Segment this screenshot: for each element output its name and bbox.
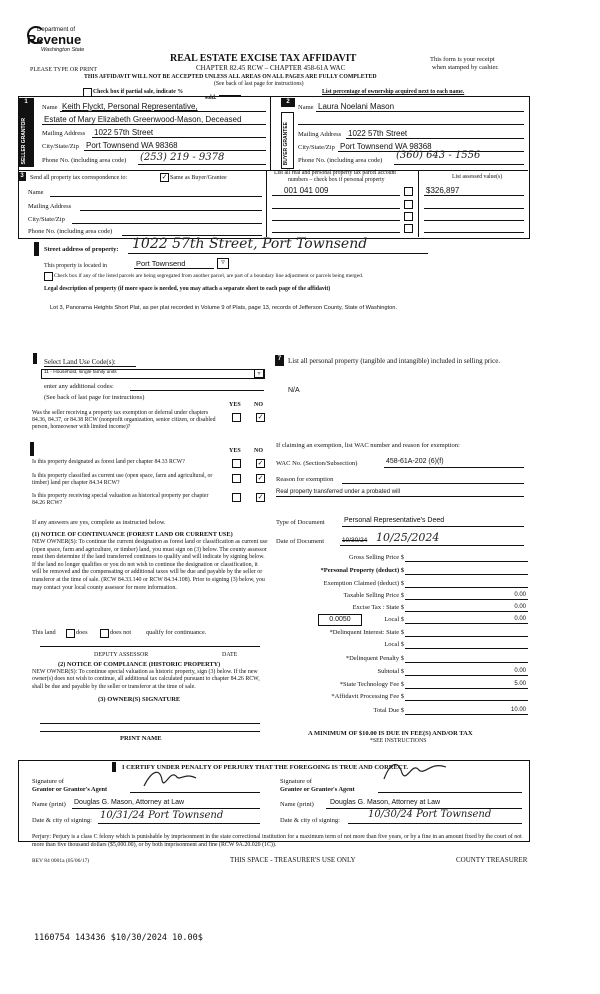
print-name-label: PRINT NAME bbox=[120, 735, 162, 742]
grantee-date-line bbox=[348, 823, 522, 824]
corr-name-label: Name bbox=[28, 189, 44, 196]
section-8-badge bbox=[112, 762, 116, 772]
section-7-badge: 7 bbox=[275, 355, 284, 366]
buyer-mailing[interactable]: 1022 57th Street bbox=[348, 129, 408, 138]
section-1-badge: 1 bbox=[18, 98, 34, 107]
parcel-header-1: List all real and personal property tax parcel account bbox=[274, 170, 397, 176]
seller-phone-label: Phone No. (including area code) bbox=[42, 157, 127, 164]
seller-name[interactable]: Keith Flyckt, Personal Representative, bbox=[62, 102, 198, 111]
grantor-sig-label-2: Grantor or Grantor's Agent bbox=[32, 786, 108, 793]
segregated-label: Check box if any of the listed parcels are being segregated from another parcel, are part of a boundary line adjustment or parcels being merged. bbox=[54, 273, 364, 279]
grantee-name[interactable]: Douglas G. Mason, Attorney at Law bbox=[330, 799, 441, 806]
grantee-date-label: Date & city of signing: bbox=[280, 817, 340, 824]
calc-line-excise-state bbox=[405, 611, 528, 612]
form-title: REAL ESTATE EXCISE TAX AFFIDAVIT bbox=[170, 53, 357, 64]
dor-logo bbox=[27, 24, 102, 58]
calc-value-tech-fee[interactable]: 5.00 bbox=[514, 681, 526, 687]
section-5-badge bbox=[33, 353, 37, 364]
calc-label-processing-fee: *Affidavit Processing Fee $ bbox=[331, 693, 404, 700]
corr-divider-v bbox=[266, 170, 267, 237]
does-not-label: does not bbox=[110, 629, 132, 636]
wac-label: WAC No. (Section/Subsection) bbox=[276, 460, 358, 467]
personal-property-checkbox-4[interactable] bbox=[404, 224, 413, 233]
calc-label-excise-local: Local $ bbox=[384, 616, 404, 623]
receipt-note-2: when stamped by cashier. bbox=[432, 64, 499, 71]
current-use-yes-checkbox[interactable] bbox=[232, 474, 241, 483]
grantor-name-line bbox=[72, 808, 260, 809]
this-land-label: This land bbox=[32, 629, 56, 636]
cashier-stamp: 1160754 143436 $10/30/2024 10.00$ bbox=[34, 933, 203, 943]
print-name-line bbox=[40, 731, 260, 732]
value-line-4 bbox=[424, 232, 524, 233]
calc-label-delinquent-state: *Delinquent Interest: State $ bbox=[329, 629, 404, 636]
corr-city-label: City/State/Zip bbox=[28, 216, 65, 223]
form-number: REV 84 0001a (05/06/17) bbox=[32, 858, 90, 864]
correspondence-label: Send all property tax correspondence to: bbox=[30, 175, 128, 181]
buyer-phone-label: Phone No. (including area code) bbox=[298, 157, 383, 164]
exemption-question: Was the seller receiving a property tax exemption or deferral under chapters 84.36, 84.37, or 84.38 RCW (nonprofit organization, senior citizen, or disabled person, homeowner with limited income)? bbox=[32, 410, 216, 431]
segregated-checkbox[interactable] bbox=[44, 272, 53, 281]
reason-value[interactable]: Real property transferred under a probated will bbox=[276, 489, 401, 495]
deputy-line bbox=[40, 646, 260, 647]
grantor-date-label: Date & city of signing: bbox=[32, 817, 92, 824]
grantor-date[interactable]: 10/31/24 Port Townsend bbox=[100, 810, 224, 821]
legal-description-label: Legal description of property (if more space is needed, you may attach a separate sheet to each page of the affidavit) bbox=[44, 286, 331, 292]
historic-yes-checkbox[interactable] bbox=[232, 493, 241, 502]
deputy-label: DEPUTY ASSESSOR bbox=[94, 652, 149, 658]
calc-value-excise-state[interactable]: 0.00 bbox=[514, 604, 526, 610]
grantor-date-line bbox=[98, 823, 260, 824]
minimum-notice: A MINIMUM OF $10.00 IS DUE IN FEE(S) AND/OR TAX bbox=[308, 730, 473, 737]
assessed-value-1[interactable]: $326,897 bbox=[426, 186, 460, 195]
corr-city-line bbox=[72, 223, 262, 224]
calc-line-gross bbox=[405, 561, 528, 562]
calc-label-delinquent-local: Local $ bbox=[384, 641, 404, 648]
buyer-phone-line bbox=[394, 164, 524, 165]
calc-line-exemption bbox=[405, 587, 528, 588]
yes-header-2: YES bbox=[229, 448, 241, 454]
calc-label-personal: *Personal Property (deduct) $ bbox=[320, 567, 404, 574]
buyer-name2-line bbox=[298, 124, 524, 125]
assessed-header: List assessed value(s) bbox=[452, 174, 503, 180]
continuance-title: (1) NOTICE OF CONTINUANCE (FOREST LAND OR CURRENT USE) bbox=[32, 531, 233, 538]
personal-property-checkbox-2[interactable] bbox=[404, 200, 413, 209]
land-use-dropdown-icon[interactable]: ▿ bbox=[254, 369, 264, 378]
please-type: PLEASE TYPE OR PRINT bbox=[30, 67, 98, 73]
receipt-note-1: This form is your receipt bbox=[430, 56, 495, 63]
calc-line-excise-local bbox=[405, 623, 528, 624]
buyer-city-label: City/State/Zip bbox=[298, 144, 335, 151]
corr-mailing-label: Mailing Address bbox=[28, 203, 72, 210]
calc-line-delinquent-penalty bbox=[405, 662, 528, 663]
buyer-phone[interactable]: (360) 643 - 1556 bbox=[396, 150, 481, 161]
street-address-label: Street address of property: bbox=[44, 246, 119, 253]
personal-property-value[interactable]: N/A bbox=[288, 387, 300, 394]
doc-type-label: Type of Document bbox=[276, 519, 325, 526]
same-as-buyer-checkbox[interactable]: ✓ bbox=[161, 173, 168, 181]
seller-mailing[interactable]: 1022 57th Street bbox=[94, 128, 154, 137]
buyer-name[interactable]: Laura Noelani Mason bbox=[318, 102, 395, 111]
parcel-line-1 bbox=[272, 195, 400, 196]
section-4-badge bbox=[34, 242, 39, 256]
land-use-see-back: (See back of last page for instructions) bbox=[44, 394, 145, 401]
owner-sig-line bbox=[40, 723, 260, 724]
seller-mailing-label: Mailing Address bbox=[42, 130, 86, 137]
calc-line-subtotal bbox=[405, 675, 528, 676]
logo-state: Washington State bbox=[41, 47, 85, 53]
doc-date-value[interactable]: 10/25/2024 bbox=[376, 531, 440, 544]
grantee-date[interactable]: 10/30/24 Port Townsend bbox=[368, 809, 492, 820]
seller-city[interactable]: Port Townsend WA 98368 bbox=[86, 141, 178, 150]
reason-label: Reason for exemption bbox=[276, 476, 334, 483]
calc-value-taxable[interactable]: 0.00 bbox=[514, 592, 526, 598]
yes-header-1: YES bbox=[229, 402, 241, 408]
corr-mailing-line bbox=[80, 210, 262, 211]
buyer-name-line bbox=[316, 111, 524, 112]
parcel-line-4 bbox=[272, 232, 400, 233]
street-address[interactable]: 1022 57th Street, Port Townsend bbox=[132, 236, 368, 252]
seller-name-2[interactable]: Estate of Mary Elizabeth Greenwood-Mason, Deceased bbox=[44, 115, 242, 124]
deputy-date-label: DATE bbox=[222, 652, 238, 658]
wac-value[interactable]: 458-61A-202 (6)(f) bbox=[386, 458, 444, 465]
parties-divider-h bbox=[18, 170, 528, 171]
no-header-1: NO bbox=[254, 402, 263, 408]
parcel-header-2: numbers – check box if personal property bbox=[288, 177, 385, 183]
calc-value-excise-local[interactable]: 0.00 bbox=[514, 616, 526, 622]
seller-city-line bbox=[84, 150, 266, 151]
qualify-label: qualify for continuance. bbox=[146, 629, 207, 636]
additional-codes-label: enter any additional codes: bbox=[44, 383, 114, 390]
located-line bbox=[134, 268, 214, 269]
seller-name-label: Name bbox=[42, 104, 58, 111]
certify-statement: I CERTIFY UNDER PENALTY OF PERJURY THAT THE FOREGOING IS TRUE AND CORRECT. bbox=[122, 764, 409, 771]
calc-value-total[interactable]: 10.00 bbox=[510, 707, 526, 713]
compliance-title: (2) NOTICE OF COMPLIANCE (HISTORIC PROPERTY) bbox=[58, 661, 221, 668]
legal-description[interactable]: Lot 3, Panorama Heights Short Plat, as per plat recorded in Volume 9 of Plats, page 13, records of Jefferson County, State of Washington. bbox=[50, 305, 398, 311]
logo-revenue: Revenue bbox=[27, 32, 82, 47]
form-chapter: CHAPTER 82.45 RCW – CHAPTER 458-61A WAC bbox=[196, 64, 346, 72]
value-line-1 bbox=[424, 195, 524, 196]
corr-name-line bbox=[50, 196, 262, 197]
if-yes-note: If any answers are yes, complete as instructed below. bbox=[32, 519, 166, 526]
historic-question: Is this property receiving special valuation as historical property per chapter 84.26 RCW? bbox=[32, 493, 209, 507]
calc-line-delinquent-local bbox=[405, 648, 528, 649]
grantor-sig-label: Signature of bbox=[32, 778, 64, 785]
grantee-sig-label: Signature of bbox=[280, 778, 312, 785]
doc-type-line bbox=[342, 526, 524, 527]
calc-label-exemption: Exemption Claimed (deduct) $ bbox=[323, 580, 404, 587]
exemption-claim-label: If claiming an exemption, list WAC number and reason for exemption: bbox=[276, 442, 460, 449]
forest-yes-checkbox[interactable] bbox=[232, 459, 241, 468]
seller-side-label: SELLER GRANTOR bbox=[21, 118, 27, 165]
calc-line-total bbox=[405, 714, 528, 715]
seller-name-line bbox=[60, 111, 266, 112]
buyer-mailing-label: Mailing Address bbox=[298, 131, 342, 138]
calc-line-delinquent-state bbox=[405, 636, 528, 637]
located-in-label: This property is located in bbox=[44, 263, 107, 269]
personal-property-checkbox-3[interactable] bbox=[404, 212, 413, 221]
land-use-label-line bbox=[44, 366, 136, 367]
buyer-mailing-line bbox=[346, 138, 524, 139]
county-treasurer: COUNTY TREASURER bbox=[456, 856, 528, 864]
calc-label-excise-state: Excise Tax : State $ bbox=[352, 604, 404, 611]
value-line-2 bbox=[424, 208, 524, 209]
local-rate-box[interactable]: 0.0050 bbox=[318, 614, 362, 626]
does-not-checkbox[interactable] bbox=[100, 629, 109, 638]
owner-signature-label: (3) OWNER(S) SIGNATURE bbox=[98, 696, 181, 703]
grantee-signature[interactable] bbox=[380, 757, 450, 787]
grantee-sig-line bbox=[378, 792, 522, 793]
personal-property-checkbox-1[interactable] bbox=[404, 187, 413, 196]
seller-mailing-line bbox=[92, 137, 266, 138]
parcel-line-2 bbox=[272, 208, 400, 209]
calc-line-processing-fee bbox=[405, 700, 528, 701]
located-in-value[interactable]: Port Townsend bbox=[136, 259, 186, 268]
seller-phone[interactable]: (253) 219 - 9378 bbox=[140, 152, 225, 163]
perjury-notice: Perjury: Perjury is a class C felony which is punishable by imprisonment in the state correctional institution for a maximum term of not more than five years, or by a fine in an amount fixed by the court of not more than five thousand dollars ($5,000.00), or by both imprisonment and fine (RCW 9A.20.020 (1C)). bbox=[32, 834, 522, 848]
grantor-signature[interactable] bbox=[140, 766, 200, 794]
sold-label: sold. bbox=[205, 95, 217, 101]
exemption-yes-checkbox[interactable] bbox=[232, 413, 241, 422]
calc-label-delinquent-penalty: *Delinquent Penalty $ bbox=[345, 655, 404, 662]
seller-name2-line bbox=[42, 124, 266, 125]
doc-date-struck: 10/30/24 bbox=[342, 537, 368, 544]
treasurer-use: THIS SPACE - TREASURER'S USE ONLY bbox=[230, 856, 356, 864]
doc-type-value[interactable]: Personal Representative's Deed bbox=[344, 517, 445, 524]
exemption-no-checkbox[interactable]: ✓ bbox=[257, 413, 264, 421]
land-use-code: 11 - Household, single family units bbox=[44, 370, 117, 375]
compliance-body: NEW OWNER(S): To continue special valuation as historic property, sign (3) below. If the new owner(s) does not wish to continue, all additional tax calculated pursuant to chapter 84.26 RCW, shall be due and payable by the seller or transferor at the time of sale. bbox=[32, 669, 260, 690]
parcel-1[interactable]: 001 041 009 bbox=[284, 186, 329, 195]
not-accepted-notice: THIS AFFIDAVIT WILL NOT BE ACCEPTED UNLESS ALL AREAS ON ALL PAGES ARE FULLY COMPLETED bbox=[84, 74, 377, 80]
wac-line bbox=[384, 467, 524, 468]
continuance-body: NEW OWNER(S): To continue the current designation as forest land or classification as current use (open space, farm and agriculture, or timber) land, you must sign on (3) below. The county assessor must then determine if the land transferred continues to qualify and will indicate by signing below. If the land no longer qualifies or you do not wish to continue the designation or classification, it will be removed and the compensating or additional taxes will be due and payable by the seller or transferor at the time of sale. (RCW 84.33.140 or RCW 84.34.108). Prior to signing (3) below, you may contact your local county assessor for more information. bbox=[32, 539, 268, 591]
partial-sale-label: Check box if partial sale, indicate % bbox=[93, 89, 184, 95]
historic-no-checkbox[interactable]: ✓ bbox=[257, 493, 264, 501]
section-6-badge bbox=[30, 442, 34, 456]
reason-line bbox=[342, 483, 524, 484]
calc-label-total: Total Due $ bbox=[373, 707, 404, 714]
land-use-label: Select Land Use Code(s): bbox=[44, 358, 116, 366]
same-as-buyer-label: Same as Buyer/Grantee bbox=[170, 175, 227, 181]
doc-date-label: Date of Document bbox=[276, 538, 325, 545]
calc-line-taxable bbox=[405, 599, 528, 600]
grantor-name[interactable]: Douglas G. Mason, Attorney at Law bbox=[74, 799, 185, 806]
located-in-dropdown[interactable]: ▿ bbox=[217, 258, 229, 269]
doc-date-line bbox=[340, 545, 524, 546]
reason-line-2 bbox=[276, 496, 524, 497]
see-instructions: *SEE INSTRUCTIONS bbox=[370, 738, 427, 744]
calc-value-subtotal[interactable]: 0.00 bbox=[514, 668, 526, 674]
logo-dept-line: Department of bbox=[37, 27, 76, 33]
calc-label-tech-fee: *State Technology Fee $ bbox=[339, 681, 404, 688]
personal-property-label: List all personal property (tangible and intangible) included in selling price. bbox=[288, 357, 501, 365]
parcel-line-3 bbox=[272, 220, 400, 221]
seller-city-label: City/State/Zip bbox=[42, 143, 79, 150]
does-checkbox[interactable] bbox=[66, 629, 75, 638]
calc-label-gross: Gross Selling Price $ bbox=[348, 554, 404, 561]
grantee-sig-label-2: Grantee or Grantee's Agent bbox=[280, 786, 355, 793]
grantor-name-label: Name (print) bbox=[32, 801, 66, 808]
parcel-divider-v bbox=[418, 170, 419, 237]
forest-no-checkbox[interactable]: ✓ bbox=[257, 459, 264, 467]
section-3-badge: 3 bbox=[18, 172, 26, 181]
section-2-badge: 2 bbox=[281, 98, 295, 107]
does-label: does bbox=[76, 629, 88, 636]
seller-phone-line bbox=[138, 164, 266, 165]
additional-codes-line bbox=[130, 390, 264, 391]
list-pct-note: List percentage of ownership acquired next to each name. bbox=[322, 89, 465, 95]
forest-question: Is this property designated as forest land per chapter 84.33 RCW? bbox=[32, 459, 185, 465]
parties-divider-v bbox=[270, 96, 271, 170]
value-line-3 bbox=[424, 220, 524, 221]
corr-phone-label: Phone No. (including area code) bbox=[28, 228, 113, 235]
calc-label-subtotal: Subtotal $ bbox=[377, 668, 404, 675]
street-address-line bbox=[128, 253, 428, 254]
current-use-no-checkbox[interactable]: ✓ bbox=[257, 474, 264, 482]
buyer-name-label: Name bbox=[298, 104, 314, 111]
grantee-name-label: Name (print) bbox=[280, 801, 314, 808]
calc-line-personal bbox=[405, 574, 528, 575]
buyer-side-label: BUYER GRANTEE bbox=[283, 122, 289, 166]
current-use-question: Is this property classified as current use (open space, farm and agricultural, or timber) land per chapter 84.34 RCW? bbox=[32, 473, 213, 487]
calc-line-tech-fee bbox=[405, 688, 528, 689]
calc-label-taxable: Taxable Selling Price $ bbox=[343, 592, 404, 599]
buyer-city[interactable]: Port Townsend WA 98368 bbox=[340, 142, 432, 151]
see-back-note: (See back of last page for instructions) bbox=[214, 81, 304, 87]
no-header-2: NO bbox=[254, 448, 263, 454]
grantor-sig-line bbox=[130, 792, 260, 793]
calc-value-processing-fee[interactable]: 5.00 bbox=[514, 693, 526, 699]
